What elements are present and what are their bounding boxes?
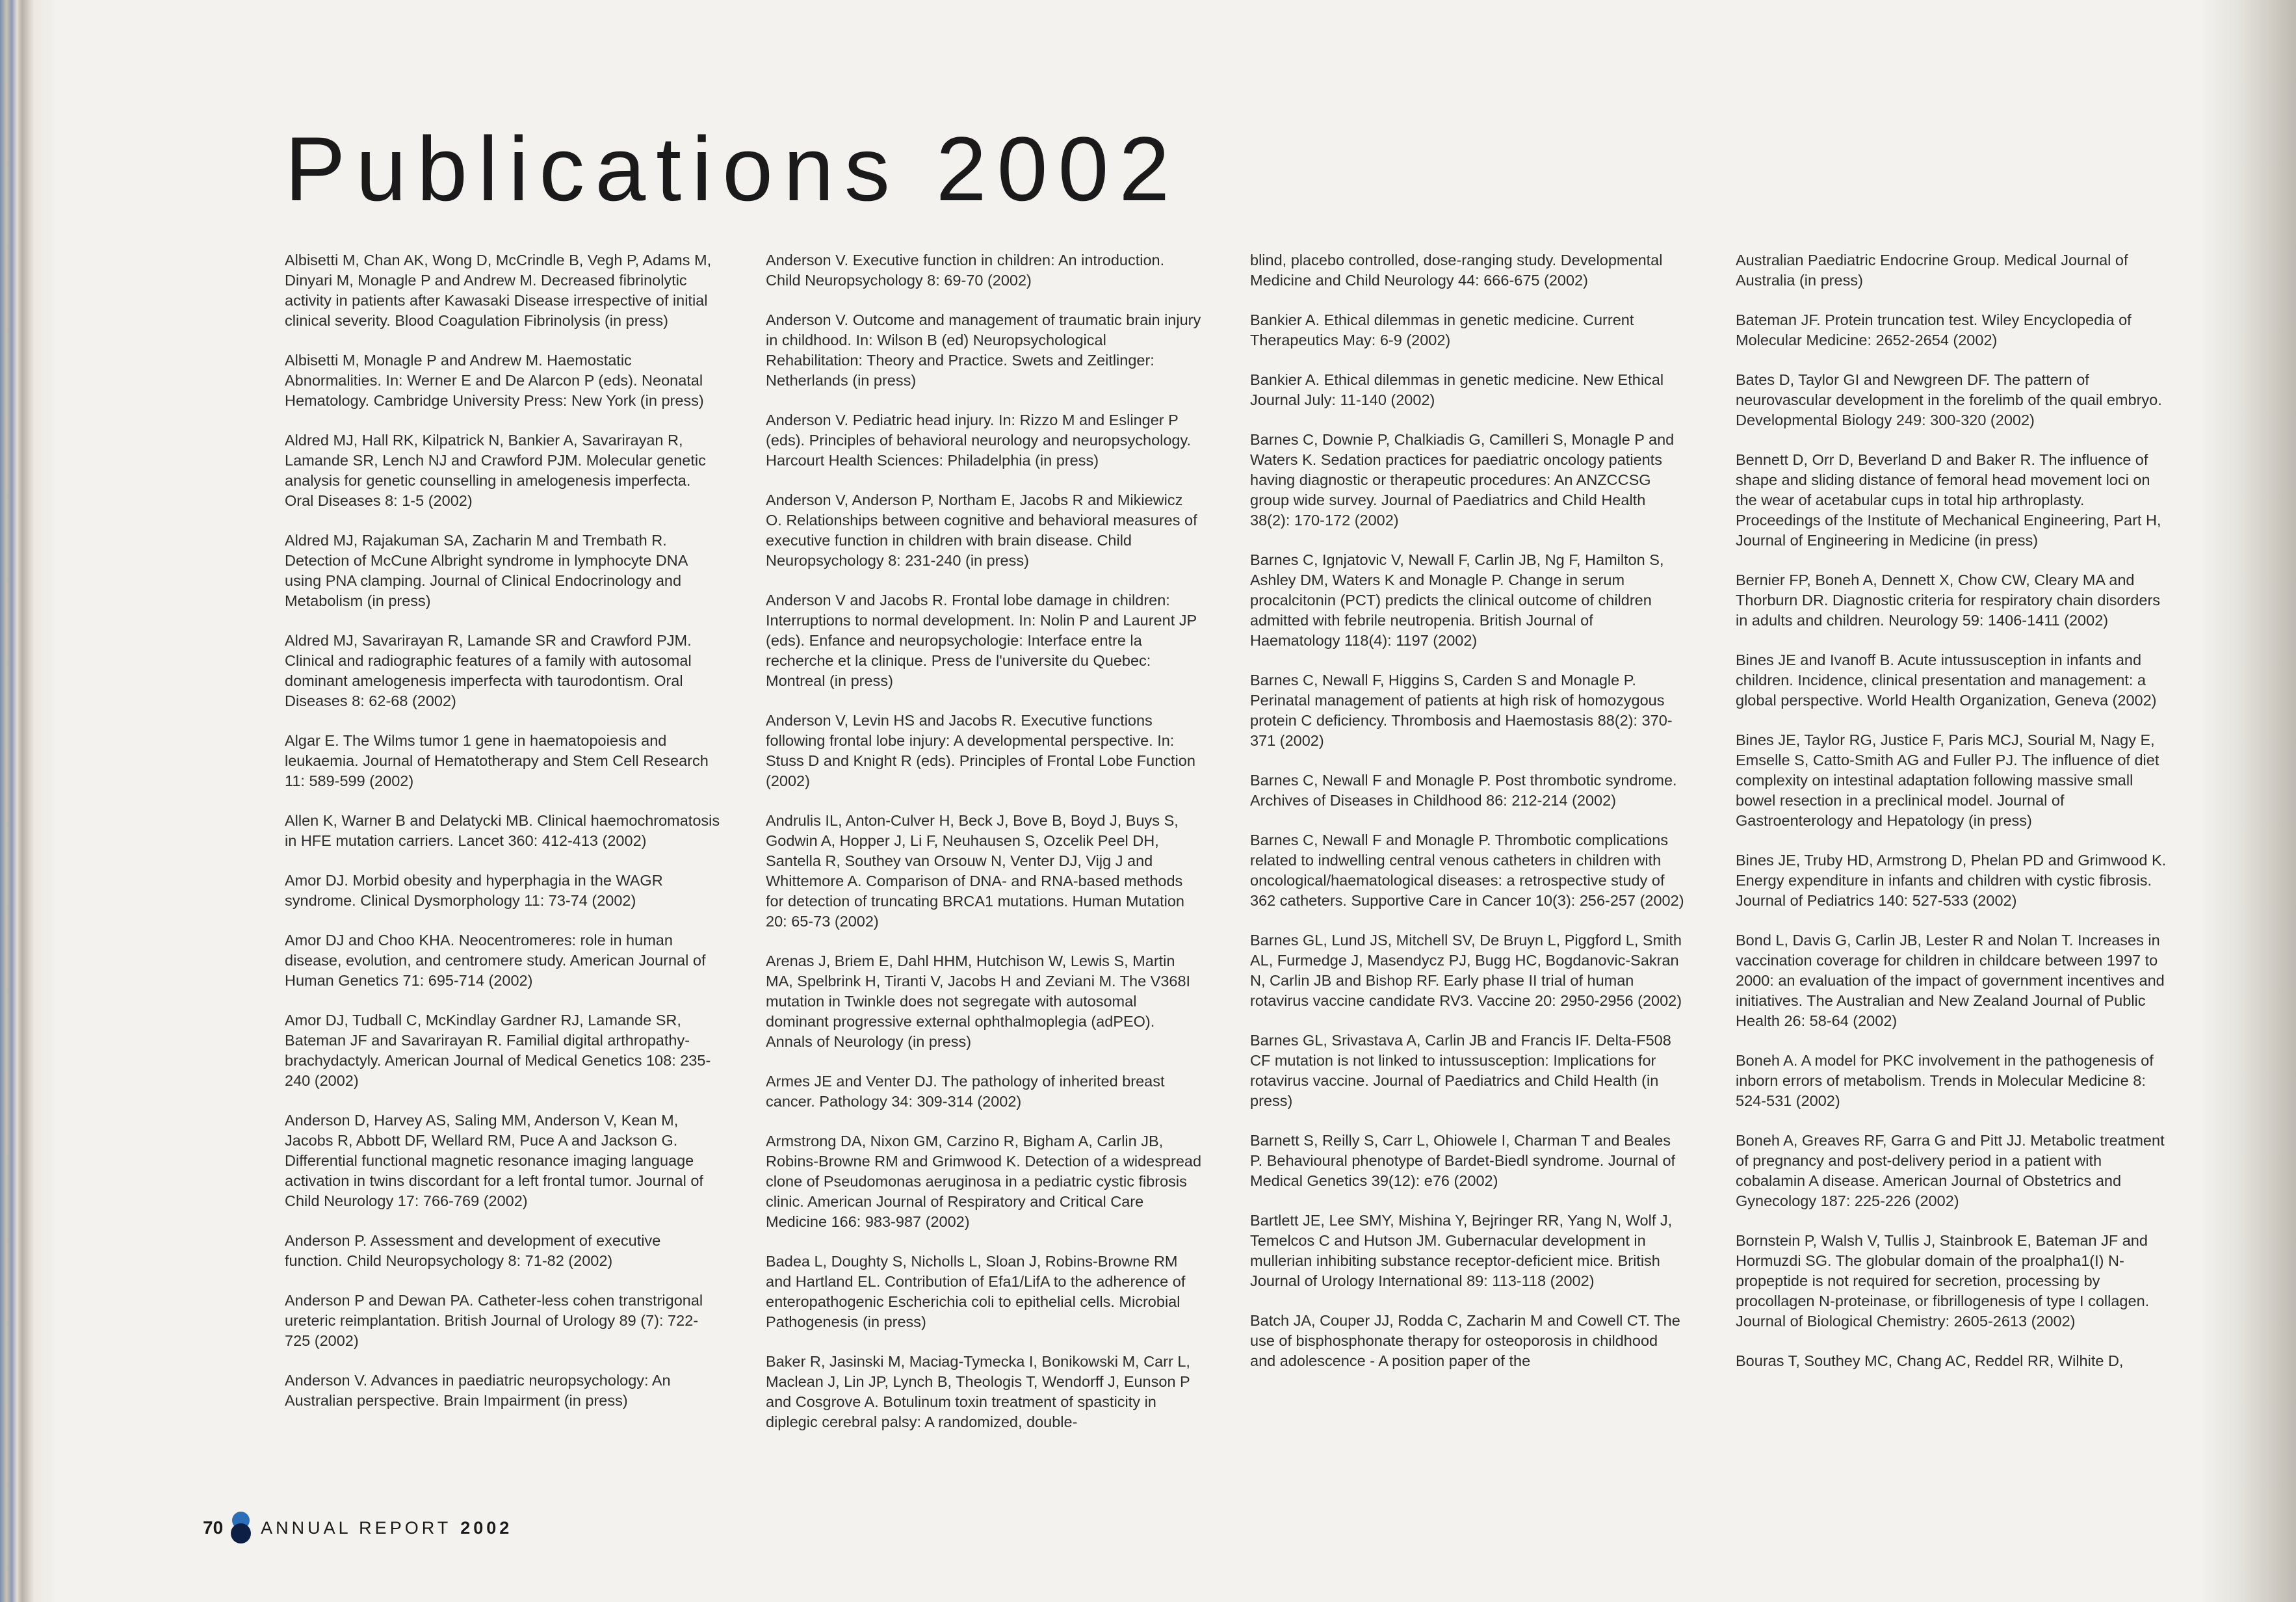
reference-entry: Barnes GL, Lund JS, Mitchell SV, De Bruyn L, Piggford L, Smith AL, Furmedge J, Masendycz PJ, Bugg HC, Bogdanovic-Sakran N, Carlin JB and Bishop RF. Early phase II trial of human rotavirus vaccine candidate RV3. Vaccine 20: 2950-2956 (2002)	[1250, 932, 1682, 1009]
reference-entry: Barnes C, Newall F and Monagle P. Thrombotic complications related to indwelling central venous catheters in children with oncological/haematological diseases: a retrospective study of 362 catheters. Supportive Care in Cancer 10(3): 256-257 (2002)	[1250, 832, 1684, 909]
reference-entry: blind, placebo controlled, dose-ranging study. Developmental Medicine and Child Neurology 44: 666-675 (2002)	[1250, 252, 1663, 289]
references-column-2	[766, 250, 1203, 1452]
reference-entry: Anderson V and Jacobs R. Frontal lobe damage in children: Interruptions to normal development. In: Nolin P and Laurent JP (eds). Enfance and neuropsychologie: Interface entre la recherche et la clinique. Press de l'universite du Quebec: Montreal (in press)	[766, 592, 1197, 689]
reference-entry: Barnes C, Downie P, Chalkiadis G, Camilleri S, Monagle P and Waters K. Sedation practices for paediatric oncology patients having diagnostic or therapeutic procedures: An ANZCCSG group wide survey. Journal of Paediatrics and Child Health 38(2): 170-172 (2002)	[1250, 431, 1675, 529]
reference-entry: Bines JE, Taylor RG, Justice F, Paris MCJ, Sourial M, Nagy E, Emselle S, Catto-Smith AG and Fuller PJ. The influence of diet complexity on intestinal adaptation following massive small bowel resection in a preclinical model. Journal of Gastroenterology and Hepatology (in press)	[1736, 731, 2159, 829]
reference-entry: Australian Paediatric Endocrine Group. Medical Journal of Australia (in press)	[1736, 252, 2128, 289]
reference-entry: Bartlett JE, Lee SMY, Mishina Y, Bejringer RR, Yang N, Wolf J, Temelcos C and Hutson JM. Gubernacular development in mullerian inhibiting substance receptor-deficient mice. British Journal of Urology International 89: 113-118 (2002)	[1250, 1212, 1673, 1289]
reference-entry: Aldred MJ, Savarirayan R, Lamande SR and Crawford PJM. Clinical and radiographic features of a family with autosomal dominant amelogenesis imperfecta with taurodontism. Oral Diseases 8: 62-68 (2002)	[285, 632, 692, 709]
reference-entry: Barnes C, Ignjatovic V, Newall F, Carlin JB, Ng F, Hamilton S, Ashley DM, Waters K and Monagle P. Change in serum procalcitonin (PCT) predicts the clinical outcome of children admitted with febrile neutropenia. British Journal of Haematology 118(4): 1197 (2002)	[1250, 551, 1664, 649]
page-number: 70	[203, 1517, 224, 1538]
reference-entry: Algar E. The Wilms tumor 1 gene in haematopoiesis and leukaemia. Journal of Hematotherapy and Stem Cell Research 11: 589-599 (2002)	[285, 732, 709, 789]
reference-entry: Amor DJ. Morbid obesity and hyperphagia in the WAGR syndrome. Clinical Dysmorphology 11: 73-74 (2002)	[285, 872, 663, 909]
reference-entry: Barnes C, Newall F, Higgins S, Carden S and Monagle P. Perinatal management of patients at high risk of homozygous protein C deficiency. Thrombosis and Haemostasis 88(2): 370-371 (2002)	[1250, 672, 1673, 749]
report-year: 2002	[460, 1517, 513, 1538]
reference-entry: Anderson P. Assessment and development of executive function. Child Neuropsychology 8: 71-82 (2002)	[285, 1232, 661, 1269]
reference-entry: Anderson V, Levin HS and Jacobs R. Executive functions following frontal lobe injury: A developmental perspective. In: Stuss D and Knight R (eds). Principles of Frontal Lobe Function (2002)	[766, 712, 1195, 789]
reference-entry: Bond L, Davis G, Carlin JB, Lester R and Nolan T. Increases in vaccination coverage for children in childcare between 1997 to 2000: an evaluation of the impact of government incentives and initiatives. The Australian and New Zealand Journal of Public Health 26: 58-64 (2002)	[1736, 932, 2165, 1029]
reference-entry: Bines JE, Truby HD, Armstrong D, Phelan PD and Grimwood K. Energy expenditure in infants and children with cystic fibrosis. Journal of Pediatrics 140: 527-533 (2002)	[1736, 852, 2167, 909]
page-binding-edge	[0, 0, 59, 1602]
reference-entry: Anderson P and Dewan PA. Catheter-less cohen transtrigonal ureteric reimplantation. British Journal of Urology 89 (7): 722-725 (2002)	[285, 1292, 703, 1349]
reference-entry: Aldred MJ, Rajakuman SA, Zacharin M and Trembath R. Detection of McCune Albright syndrome in lymphocyte DNA using PNA clamping. Journal of Clinical Endocrinology and Metabolism (in press)	[285, 532, 688, 609]
reference-entry: Anderson V, Anderson P, Northam E, Jacobs R and Mikiewicz O. Relationships between cognitive and behavioral measures of executive function in children with brain disease. Child Neuropsychology 8: 231-240 (in press)	[766, 492, 1197, 569]
reference-entry: Andrulis IL, Anton-Culver H, Beck J, Bove B, Boyd J, Buys S, Godwin A, Hopper J, Li F, Neuhausen S, Ozcelik Peel DH, Santella R, Southey van Orsouw N, Venter DJ, Vijg J and Whittemore A. Comparison of DNA- and RNA-based methods for detection of truncating BRCA1 mutations. Human Mutation 20: 65-73 (2002)	[766, 812, 1184, 930]
references-column-3	[1250, 250, 1687, 1391]
references-column-1	[285, 250, 722, 1430]
reference-entry: Arenas J, Briem E, Dahl HHM, Hutchison W, Lewis S, Martin MA, Spelbrink H, Tiranti V, Jacobs H and Zeviani M. The V368I mutation in Twinkle does not segregate with autosomal dominant progressive external ophthalmoplegia (adPEO). Annals of Neurology (in press)	[766, 952, 1191, 1050]
reference-entry: Bennett D, Orr D, Beverland D and Baker R. The influence of shape and sliding distance of femoral head movement loci on the wear of acetabular cups in total hip arthroplasty. Proceedings of the Institute of Mechanical Engineering, Part H, Journal of Engineering in Medicine (in press)	[1736, 451, 2161, 549]
reference-entry: Bines JE and Ivanoff B. Acute intussusception in infants and children. Incidence, clinical presentation and management: a global perspective. World Health Organization, Geneva (2002)	[1736, 651, 2157, 709]
reference-entry: Badea L, Doughty S, Nicholls L, Sloan J, Robins-Browne RM and Hartland EL. Contribution of Efa1/LifA to the adherence of enteropathogenic Escherichia coli to epithelial cells. Microbial Pathogenesis (in press)	[766, 1253, 1186, 1330]
reference-entry: Albisetti M, Monagle P and Andrew M. Haemostatic Abnormalities. In: Werner E and De Alarcon P (eds). Neonatal Hematology. Cambridge University Press: New York (in press)	[285, 352, 704, 409]
reference-entry: Bates D, Taylor GI and Newgreen DF. The pattern of neurovascular development in the forelimb of the quail embryo. Developmental Biology 249: 300-320 (2002)	[1736, 371, 2162, 428]
reference-entry: Allen K, Warner B and Delatycki MB. Clinical haemochromatosis in HFE mutation carriers. Lancet 360: 412-413 (2002)	[285, 812, 720, 849]
reference-entry: Barnes GL, Srivastava A, Carlin JB and Francis IF. Delta-F508 CF mutation is not linked to intussusception: Implications for rotavirus vaccine. Journal of Paediatrics and Child Health (in press)	[1250, 1032, 1671, 1109]
reference-entry: Anderson V. Advances in paediatric neuropsychology: An Australian perspective. Brain Impairment (in press)	[285, 1372, 671, 1409]
reference-entry: Anderson D, Harvey AS, Saling MM, Anderson V, Kean M, Jacobs R, Abbott DF, Wellard RM, Puce A and Jackson G. Differential functional magnetic resonance imaging language activation in twins discordant for a left frontal tumor. Journal of Child Neurology 17: 766-769 (2002)	[285, 1112, 703, 1209]
logo-icon	[229, 1512, 252, 1544]
reference-entry: Barnes C, Newall F and Monagle P. Post thrombotic syndrome. Archives of Diseases in Childhood 86: 212-214 (2002)	[1250, 772, 1677, 809]
reference-entry: Amor DJ, Tudball C, McKindlay Gardner RJ, Lamande SR, Bateman JF and Savarirayan R. Familial digital arthropathy-brachydactyly. American Journal of Medical Genetics 108: 235-240 (2002)	[285, 1012, 711, 1089]
reference-entry: Baker R, Jasinski M, Maciag-Tymecka I, Bonikowski M, Carr L, Maclean J, Lin JP, Lynch B, Theologis T, Wendorff J, Eunson P and Cosgrove A. Botulinum toxin treatment of spasticity in diplegic cerebral palsy: A randomized, double-	[766, 1353, 1190, 1430]
reference-entry: Barnett S, Reilly S, Carr L, Ohiowele I, Charman T and Beales P. Behavioural phenotype of Bardet-Biedl syndrome. Journal of Medical Genetics 39(12): e76 (2002)	[1250, 1132, 1676, 1189]
page-fold-shadow	[2198, 0, 2296, 1602]
reference-entry: Armes JE and Venter DJ. The pathology of inherited breast cancer. Pathology 34: 309-314 (2002)	[766, 1073, 1165, 1110]
references-column-4	[1736, 250, 2172, 1391]
annual-report-label: ANNUAL REPORT	[261, 1517, 452, 1538]
reference-entry: Bankier A. Ethical dilemmas in genetic medicine. New Ethical Journal July: 11-140 (2002)	[1250, 371, 1664, 408]
reference-entry: Boneh A, Greaves RF, Garra G and Pitt JJ. Metabolic treatment of pregnancy and post-delivery period in a patient with cobalamin A disease. American Journal of Obstetrics and Gynecology 187: 225-226 (2002)	[1736, 1132, 2165, 1209]
reference-entry: Aldred MJ, Hall RK, Kilpatrick N, Bankier A, Savarirayan R, Lamande SR, Lench NJ and Crawford PJM. Molecular genetic analysis for genetic counselling in amelogenesis imperfecta. Oral Diseases 8: 1-5 (2002)	[285, 432, 706, 509]
reference-entry: Amor DJ and Choo KHA. Neocentromeres: role in human disease, evolution, and centromere study. American Journal of Human Genetics 71: 695-714 (2002)	[285, 932, 706, 989]
reference-entry: Armstrong DA, Nixon GM, Carzino R, Bigham A, Carlin JB, Robins-Browne RM and Grimwood K. Detection of a widespread clone of Pseudomonas aeruginosa in a pediatric cystic fibrosis clinic. American Journal of Respiratory and Critical Care Medicine 166: 983-987 (2002)	[766, 1133, 1202, 1230]
page-title: Publications 2002	[285, 118, 1181, 220]
reference-entry: Albisetti M, Chan AK, Wong D, McCrindle B, Vegh P, Adams M, Dinyari M, Monagle P and Andrew M. Decreased fibrinolytic activity in patients after Kawasaki Disease irrespective of initial clinical severity. Blood Coagulation Fibrinolysis (in press)	[285, 252, 712, 329]
reference-entry: Bateman JF. Protein truncation test. Wiley Encyclopedia of Molecular Medicine: 2652-2654 (2002)	[1736, 311, 2132, 348]
reference-entry: Anderson V. Pediatric head injury. In: Rizzo M and Eslinger P (eds). Principles of behavioral neurology and neuropsychology. Harcourt Health Sciences: Philadelphia (in press)	[766, 412, 1192, 469]
reference-entry: Bernier FP, Boneh A, Dennett X, Chow CW, Cleary MA and Thorburn DR. Diagnostic criteria for respiratory chain disorders in adults and children. Neurology 59: 1406-1411 (2002)	[1736, 571, 2161, 629]
reference-entry: Anderson V. Outcome and management of traumatic brain injury in childhood. In: Wilson B (ed) Neuropsychological Rehabilitation: Theory and Practice. Swets and Zeitlinger: Netherlands (in press)	[766, 311, 1201, 389]
reference-entry: Bouras T, Southey MC, Chang AC, Reddel RR, Wilhite D,	[1736, 1352, 2124, 1369]
page-footer	[203, 1514, 512, 1542]
reference-entry: Anderson V. Executive function in children: An introduction. Child Neuropsychology 8: 69-70 (2002)	[766, 252, 1165, 289]
reference-entry: Bankier A. Ethical dilemmas in genetic medicine. Current Therapeutics May: 6-9 (2002)	[1250, 311, 1634, 348]
reference-entry: Boneh A. A model for PKC involvement in the pathogenesis of inborn errors of metabolism. Trends in Molecular Medicine 8: 524-531 (2002)	[1736, 1052, 2154, 1109]
reference-entry: Bornstein P, Walsh V, Tullis J, Stainbrook E, Bateman JF and Hormuzdi SG. The globular domain of the proalpha1(I) N-propeptide is not required for secretion, processing by procollagen N-proteinase, or fibrillogenesis of type I collagen. Journal of Biological Chemistry: 2605-2613 (2002)	[1736, 1232, 2150, 1330]
reference-entry: Batch JA, Couper JJ, Rodda C, Zacharin M and Cowell CT. The use of bisphosphonate therapy for osteoporosis in childhood and adolescence - A position paper of the	[1250, 1312, 1680, 1369]
